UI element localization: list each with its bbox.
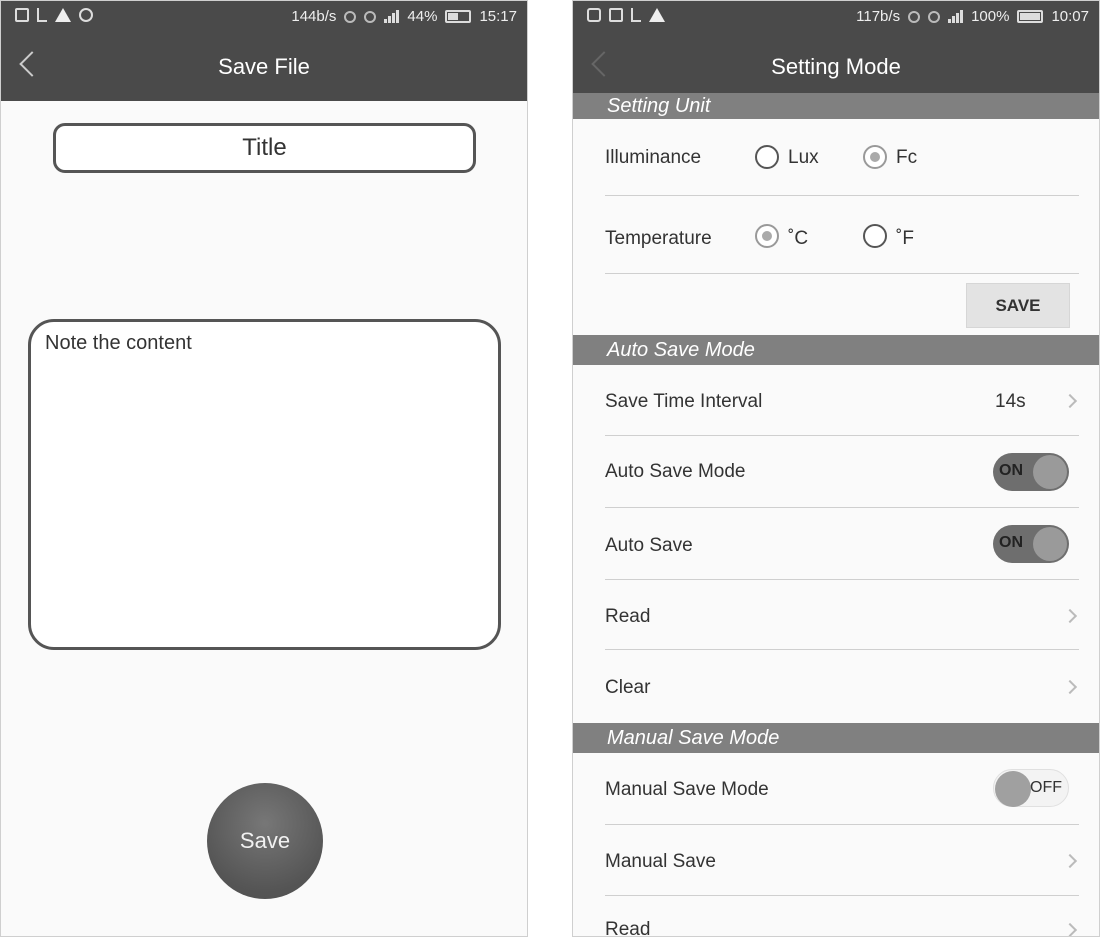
divider: [605, 435, 1079, 436]
manual-save-item[interactable]: Manual Save: [605, 851, 716, 872]
lux-radio[interactable]: [755, 145, 779, 169]
battery-percent: 44%: [407, 8, 438, 25]
save-time-interval-label[interactable]: Save Time Interval: [605, 391, 763, 412]
toggle-knob: [1033, 455, 1067, 489]
status-bar: [573, 1, 1099, 33]
message-icon: [587, 8, 601, 22]
gallery-icon: [609, 8, 623, 22]
setting-mode-screen: [572, 0, 1100, 937]
battery-icon: [1017, 10, 1043, 23]
clock: 15:17: [479, 8, 517, 25]
section-header-manual-save: Manual Save Mode: [573, 723, 1099, 753]
app-bar: [573, 33, 1099, 101]
app-bar: [1, 33, 527, 101]
temperature-label: Temperature: [605, 228, 712, 249]
battery-percent: 100%: [971, 8, 1010, 25]
clear-item[interactable]: Clear: [605, 677, 651, 698]
save-file-screen: [0, 0, 528, 937]
auto-save-mode-toggle[interactable]: [993, 453, 1069, 491]
lux-label: Lux: [788, 147, 819, 168]
section-header-setting-unit: Setting Unit: [573, 93, 1099, 119]
alarm-icon: [928, 11, 940, 23]
manual-save-mode-toggle[interactable]: [993, 769, 1069, 807]
manual-read-item[interactable]: Read: [605, 919, 651, 937]
fahrenheit-radio[interactable]: [863, 224, 887, 248]
illuminance-label: Illuminance: [605, 147, 702, 168]
auto-save-toggle[interactable]: [993, 525, 1069, 563]
section-header-auto-save: Auto Save Mode: [573, 335, 1099, 365]
signal-icon: [948, 10, 963, 23]
network-speed: 144b/s: [291, 8, 337, 25]
note-content-input[interactable]: Note the content: [28, 319, 501, 650]
bluetooth-icon: [344, 11, 356, 23]
usb-icon: [37, 8, 47, 22]
celsius-label: ˚C: [788, 228, 809, 249]
gallery-icon: [15, 8, 29, 22]
warning-icon: [649, 8, 665, 22]
toggle-knob: [1033, 527, 1067, 561]
title-input[interactable]: Title: [53, 123, 476, 173]
fahrenheit-label: ˚F: [896, 228, 914, 249]
page-title: Setting Mode: [771, 54, 901, 79]
page-title: Save File: [218, 54, 310, 79]
fc-radio[interactable]: [863, 145, 887, 169]
chevron-right-icon: [1063, 854, 1077, 868]
sync-icon: [79, 8, 93, 22]
fc-label: Fc: [896, 147, 918, 168]
manual-save-mode-label: Manual Save Mode: [605, 779, 769, 800]
status-bar: [1, 1, 527, 33]
divider: [605, 273, 1079, 274]
auto-read-item[interactable]: Read: [605, 606, 651, 627]
network-speed: 117b/s: [856, 8, 901, 25]
divider: [605, 579, 1079, 580]
auto-save-label: Auto Save: [605, 535, 693, 556]
unit-save-button[interactable]: SAVE: [966, 283, 1070, 328]
chevron-right-icon: [1063, 923, 1077, 937]
save-button[interactable]: Save: [207, 783, 323, 899]
divider: [605, 824, 1079, 825]
chevron-right-icon: [1063, 680, 1077, 694]
signal-icon: [384, 10, 399, 23]
toggle-state: ON: [999, 462, 1023, 479]
divider: [605, 649, 1079, 650]
battery-icon: [445, 10, 471, 23]
chevron-right-icon: [1063, 609, 1077, 623]
alarm-icon: [364, 11, 376, 23]
toggle-knob: [995, 771, 1031, 807]
divider: [605, 895, 1079, 896]
chevron-right-icon: [1063, 394, 1077, 408]
save-time-interval-value: 14s: [995, 391, 1026, 412]
auto-save-mode-label: Auto Save Mode: [605, 461, 746, 482]
toggle-state: OFF: [1030, 779, 1062, 796]
toggle-state: ON: [999, 534, 1023, 551]
divider: [605, 195, 1079, 196]
clock: 10:07: [1051, 8, 1089, 25]
usb-icon: [631, 8, 641, 22]
celsius-radio[interactable]: [755, 224, 779, 248]
warning-icon: [55, 8, 71, 22]
divider: [605, 507, 1079, 508]
bluetooth-icon: [908, 11, 920, 23]
